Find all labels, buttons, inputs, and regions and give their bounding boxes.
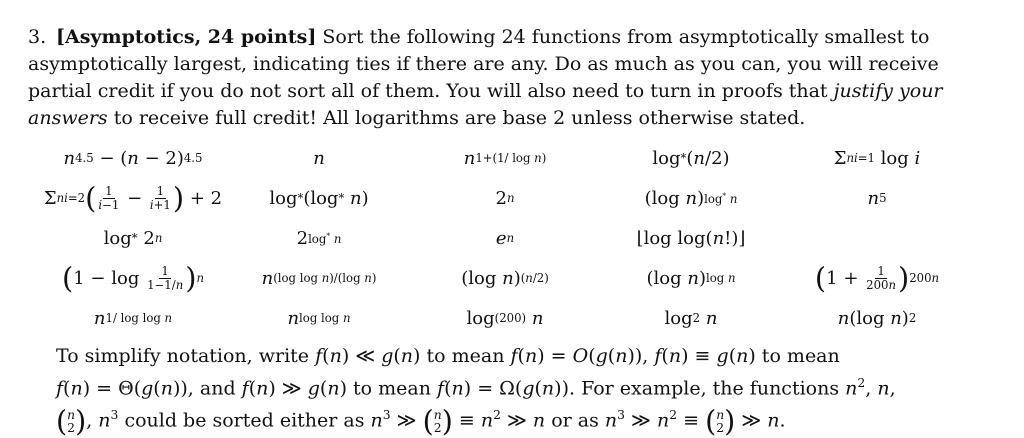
function-cell xyxy=(784,218,970,258)
function-cell: n 1/ log log n xyxy=(93,307,173,329)
function-cell: log * (log * n ) xyxy=(269,187,369,209)
function-cell: ⌊log log( n !)⌋ xyxy=(636,227,746,249)
function-cell: (log n ) (n/2) xyxy=(461,267,549,289)
problem-statement xyxy=(28,24,988,132)
problem-number: 3. xyxy=(28,26,47,48)
function-cell: 2 log* n xyxy=(296,227,342,249)
function-cell: n 5 xyxy=(867,187,887,209)
function-cell: log (200) n xyxy=(466,307,544,329)
function-cell: (log n ) log n xyxy=(646,267,736,289)
function-cell: log 2 n xyxy=(664,307,718,329)
function-cell: ( 1 − log $\frac{1}{1-1/n}$ ) n xyxy=(62,261,204,295)
notation-line: ( n 2 ) , $n^3$ could be sorted either as $n^3$ ≫ ( n 2 ) ≡ $n^2$ ≫ n or as $n^3$ ≫ $n^2$ ≡ ( n 2 ) ≫ n. xyxy=(56,405,786,438)
function-cell: e n xyxy=(495,227,515,249)
function-cell: log * 2 n xyxy=(103,227,163,249)
function-cell: n log log n xyxy=(287,307,351,329)
function-cell: ( 1 + $\frac{1}{200n}$ ) 200n xyxy=(814,261,940,295)
function-grid xyxy=(40,138,970,338)
problem-title: [Asymptotics, 24 points] xyxy=(56,26,317,48)
function-cell: Σ n i=1 log i xyxy=(833,147,921,169)
function-cell: n xyxy=(313,147,325,169)
problem-emphasis: justify your answers xyxy=(28,80,943,129)
function-cell: n (log log n)/(log n) xyxy=(261,267,377,289)
function-cell: n (log n ) 2 xyxy=(837,307,917,329)
notation-line: f(n) = Θ(g(n)), and f(n) ≫ g(n) to mean f(n) = Ω(g(n)). For example, the functions $n^2$, n, xyxy=(56,376,896,400)
function-cell: log * ( n /2) xyxy=(652,147,730,169)
function-cell: Σ n i=2 ( $\frac{1}{i-1}$ − $\frac{1}{i+1}$ ) + 2 xyxy=(43,181,223,215)
problem-intro-end: to receive full credit! All logarithms are base 2 unless otherwise stated. xyxy=(113,107,806,129)
notation-note xyxy=(56,343,956,438)
function-cell: n 1+(1/ log n) xyxy=(463,147,547,169)
problem-paragraph xyxy=(28,24,988,132)
function-cell: 2 n xyxy=(495,187,515,209)
function-cell: n 4.5 − ( n − 2) 4.5 xyxy=(63,147,203,169)
problem-intro: Sort the following 24 functions from asymptotically smallest to asymptotically largest, indicating ties if there are any. Do as much as you can, you will receive partial credit if you do not sort all of them. You will also need to turn in proofs that xyxy=(28,26,939,102)
function-cell: (log n ) log* n xyxy=(644,187,738,209)
notation-line: To simplify notation, write f(n) ≪ g(n) to mean f(n) = O(g(n)), f(n) ≡ g(n) to mean xyxy=(56,345,840,367)
